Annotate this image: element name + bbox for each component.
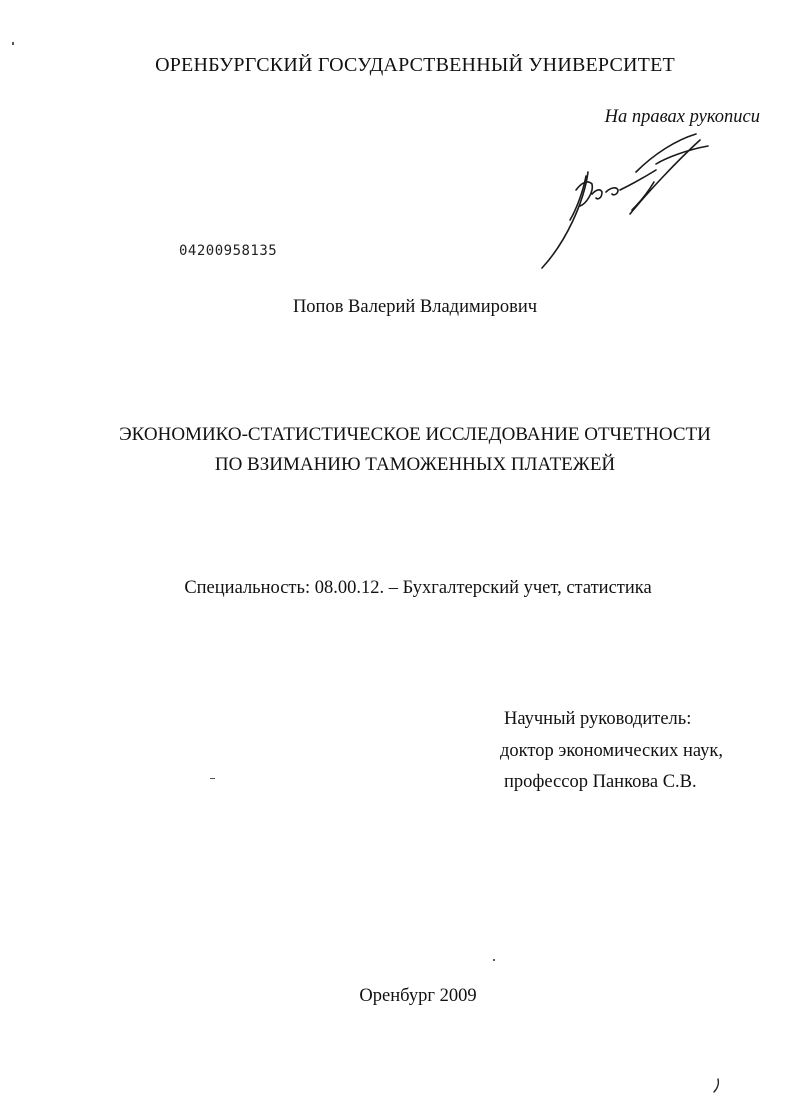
- author-signature: [536, 132, 716, 277]
- dissertation-title: [0, 420, 798, 480]
- specialty-line: Специальность: 08.00.12. – Бухгалтерский учет, статистика: [184, 578, 652, 598]
- scan-speck: [493, 959, 495, 961]
- supervisor-block: [500, 704, 723, 799]
- supervisor-label: Научный руководитель:: [504, 709, 692, 729]
- page-corner-mark: [712, 1078, 722, 1094]
- supervisor-degree: доктор экономических наук,: [500, 740, 724, 761]
- author-name: Попов Валерий Владимирович: [292, 297, 538, 317]
- scan-speck: [210, 778, 215, 779]
- title-line-2: ПО ВЗИМАНИЮ ТАМОЖЕННЫХ ПЛАТЕЖЕЙ: [214, 454, 616, 475]
- scan-speck: [12, 42, 14, 45]
- city-year: Оренбург 2009: [359, 986, 477, 1006]
- catalog-number: 04200958135: [179, 243, 278, 259]
- supervisor-name: профессор Панкова С.В.: [504, 772, 697, 792]
- manuscript-rights-label: На правах рукописи: [604, 107, 760, 127]
- university-heading: ОРЕНБУРГСКИЙ ГОСУДАРСТВЕННЫЙ УНИВЕРСИТЕТ: [155, 54, 675, 76]
- title-line-1: ЭКОНОМИКО-СТАТИСТИЧЕСКОЕ ИССЛЕДОВАНИЕ ОТЧЕТНОСТИ: [119, 424, 711, 445]
